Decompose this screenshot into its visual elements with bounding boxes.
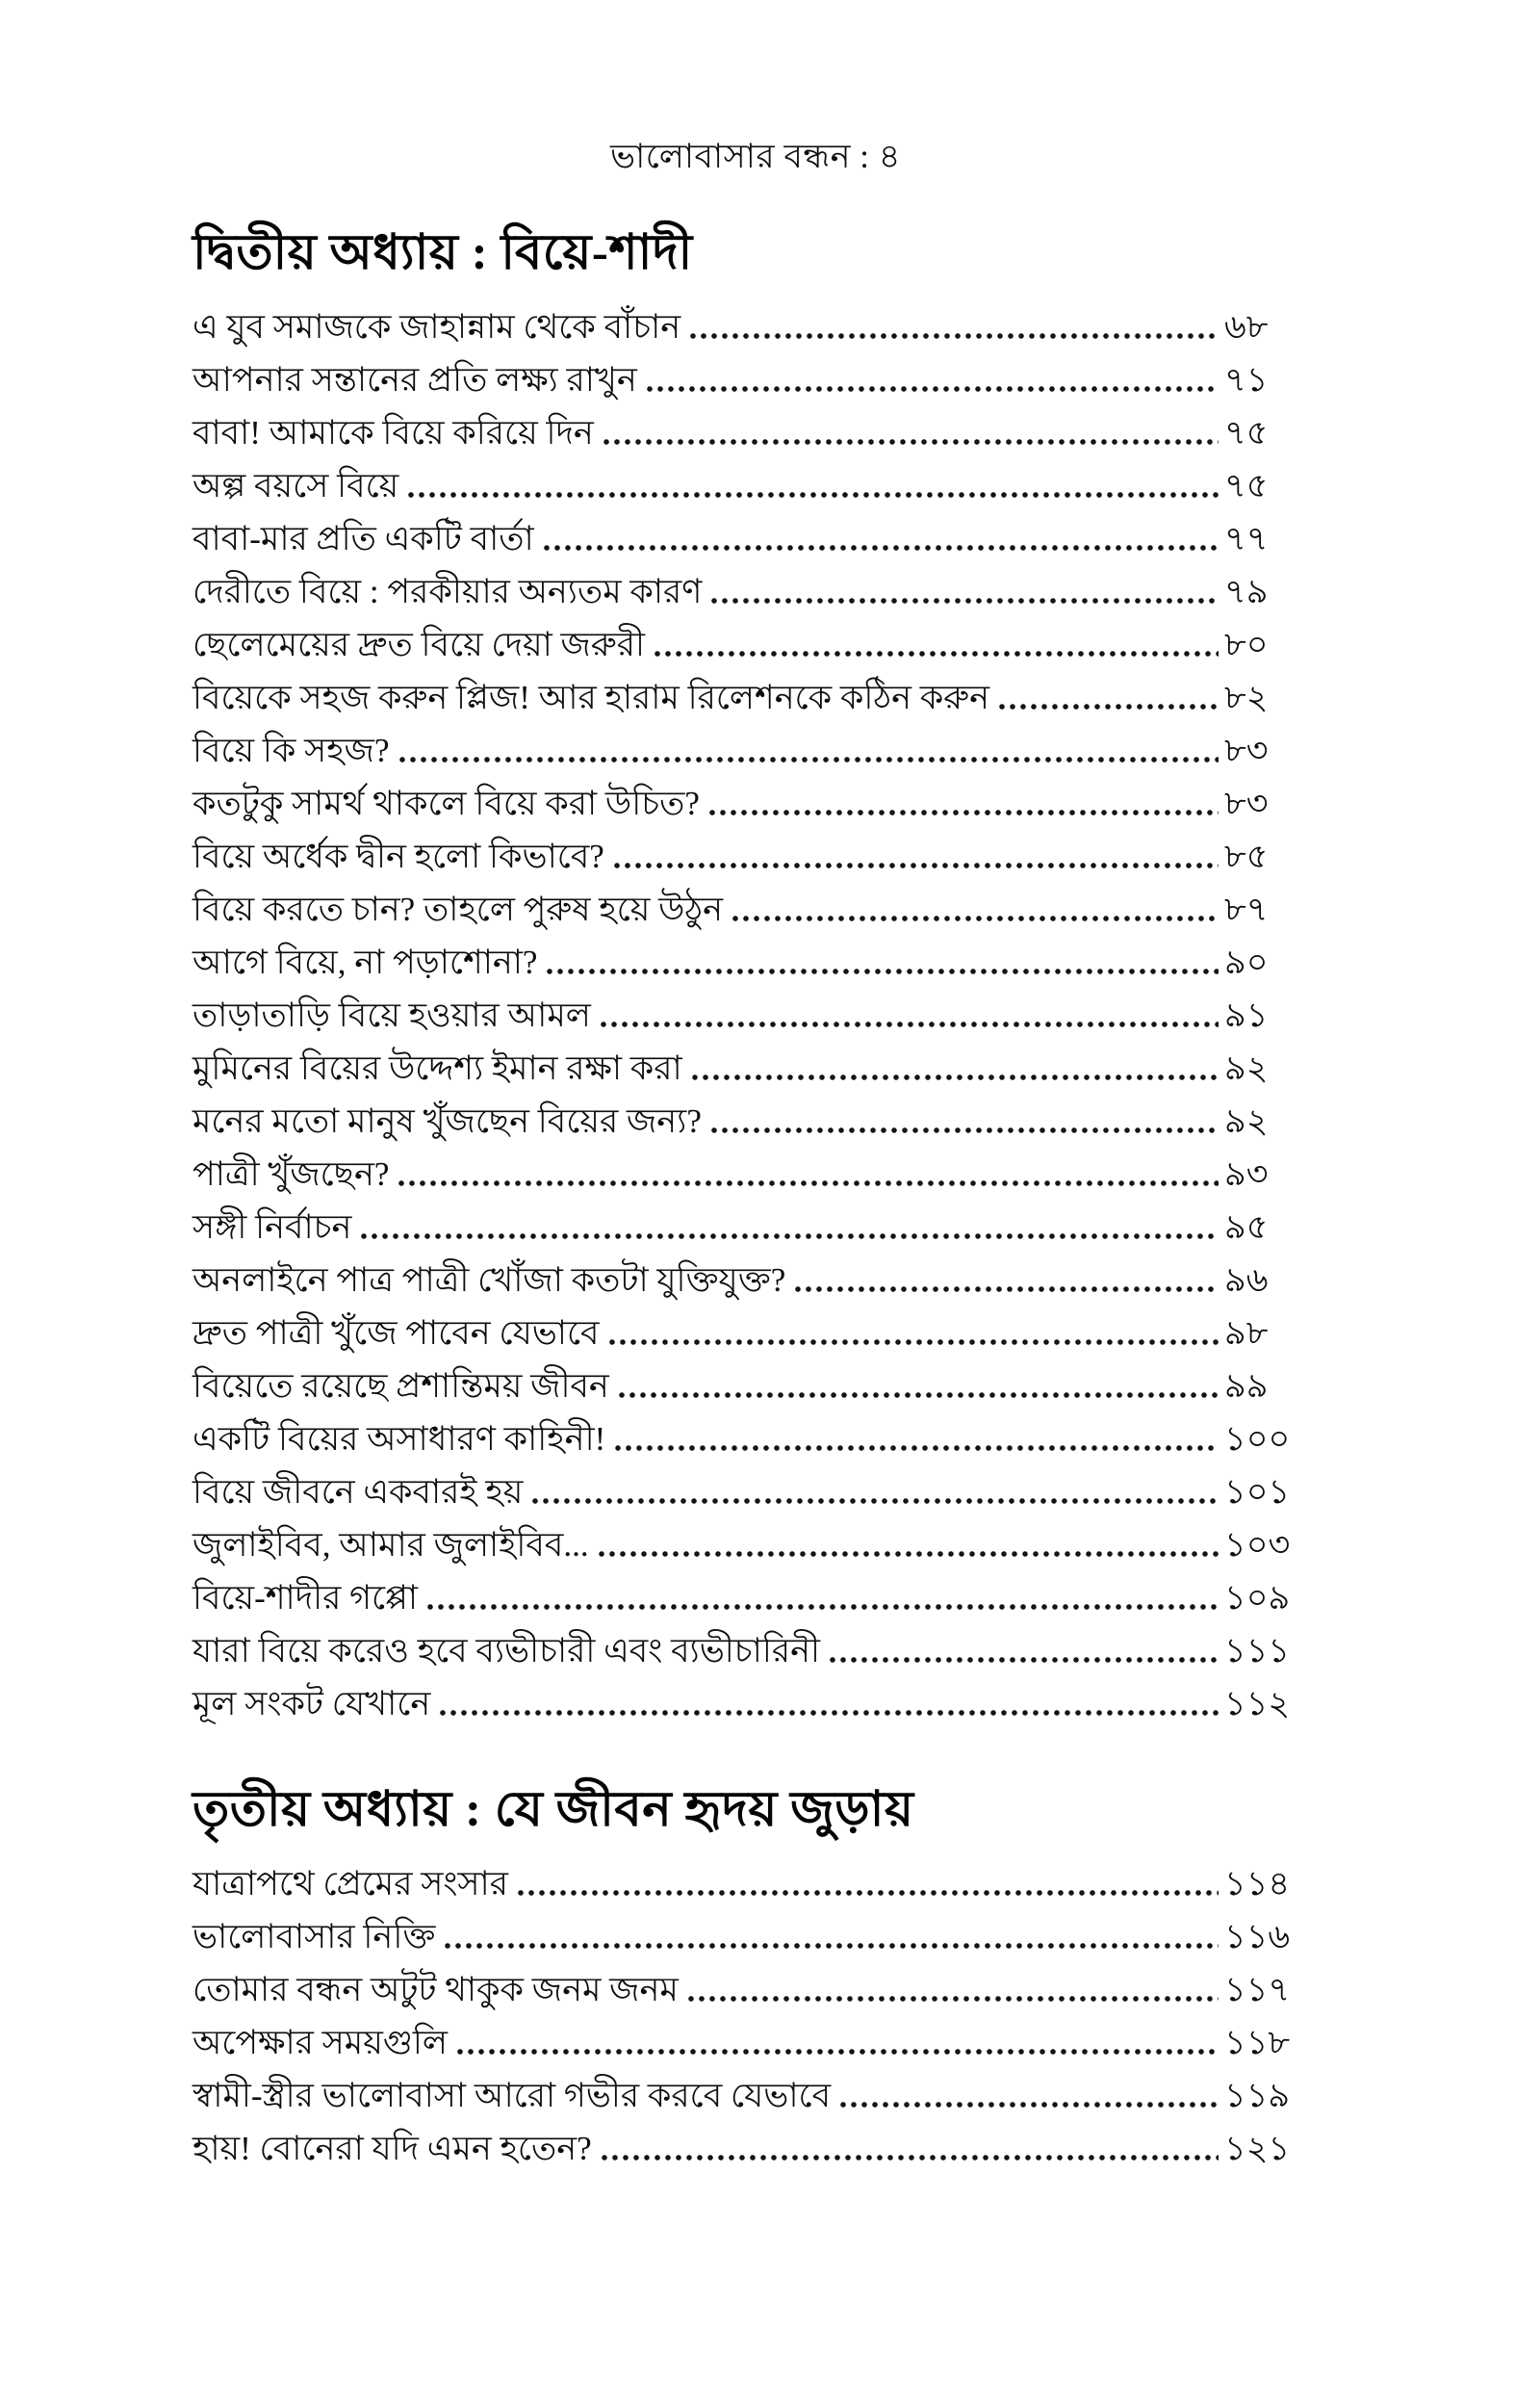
toc-entry xyxy=(192,1620,1299,1673)
leader-dots xyxy=(544,545,1219,551)
entry-title: আগে বিয়ে, না পড়াশোনা? xyxy=(192,944,538,981)
toc-entry xyxy=(192,508,1299,561)
section-entries xyxy=(192,1853,1299,2171)
toc-entry xyxy=(192,879,1299,932)
toc-entry xyxy=(192,932,1299,985)
toc-entry xyxy=(192,1673,1299,1726)
leader-dots xyxy=(440,1710,1219,1716)
toc-entry xyxy=(192,1250,1299,1303)
leader-dots xyxy=(398,1180,1219,1186)
leader-dots xyxy=(457,2049,1219,2055)
leader-dots xyxy=(795,1286,1219,1292)
entry-title: সঙ্গী নির্বাচন xyxy=(192,1208,352,1246)
toc-entry xyxy=(192,614,1299,667)
entry-title: বাবা! আমাকে বিয়ে করিয়ে দিন xyxy=(192,414,594,452)
entry-page: ১১৪ xyxy=(1224,1865,1291,1902)
toc-entry xyxy=(192,1197,1299,1250)
toc-sections xyxy=(192,202,1299,2171)
entry-title: বিয়েকে সহজ করুন প্লিজ! আর হারাম রিলেশনকে কঠিন করুন xyxy=(192,679,989,716)
entry-title: একটি বিয়ের অসাধারণ কাহিনী! xyxy=(192,1420,606,1458)
entry-title: বাবা-মার প্রতি একটি বার্তা xyxy=(192,520,534,557)
leader-dots xyxy=(709,810,1219,815)
entry-title: মূল সংকট যেখানে xyxy=(192,1685,431,1722)
entry-page: ৮৭ xyxy=(1224,891,1269,928)
leader-dots xyxy=(830,1657,1219,1663)
section-heading: তৃতীয় অধ্যায় : যে জীবন হৃদয় জুড়ায় xyxy=(192,1783,914,1837)
entry-title: আপনার সন্তানের প্রতি লক্ষ্য রাখুন xyxy=(192,361,637,399)
entry-page: ৮৩ xyxy=(1224,732,1269,769)
section-entries xyxy=(192,297,1299,1726)
entry-page: ৯৮ xyxy=(1224,1314,1269,1352)
entry-title: বিয়ে করতে চান? তাহলে পুরুষ হয়ে উঠুন xyxy=(192,891,723,928)
entry-page: ১১৮ xyxy=(1224,2024,1291,2061)
entry-title: বিয়ে কি সহজ? xyxy=(192,732,390,769)
entry-title: মনের মতো মানুষ খুঁজছেন বিয়ের জন্য? xyxy=(192,1102,702,1140)
entry-title: অপেক্ষার সময়গুলি xyxy=(192,2024,448,2061)
entry-page: ৭৫ xyxy=(1224,467,1269,505)
entry-page: ৭৯ xyxy=(1224,573,1269,610)
entry-title: বিয়ে অর্ধেক দ্বীন হলো কিভাবে? xyxy=(192,838,604,875)
entry-title: বিয়ে জীবনে একবারই হয় xyxy=(192,1473,524,1511)
toc-entry xyxy=(192,1303,1299,1356)
entry-title: হায়! বোনেরা যদি এমন হতেন? xyxy=(192,2130,592,2167)
leader-dots xyxy=(654,651,1219,657)
leader-dots xyxy=(602,2155,1219,2161)
toc-entry xyxy=(192,1356,1299,1409)
running-head: ভালোবাসার বন্ধন : ৪ xyxy=(610,138,901,175)
leader-dots xyxy=(427,1604,1219,1610)
leader-dots xyxy=(599,1551,1219,1557)
toc-entry xyxy=(192,1409,1299,1462)
leader-dots xyxy=(601,1022,1219,1027)
entry-page: ১২১ xyxy=(1224,2130,1291,2167)
toc-section xyxy=(192,223,1299,1726)
leader-dots xyxy=(445,1943,1219,1949)
leader-dots xyxy=(615,1445,1219,1451)
toc-entry xyxy=(192,1038,1299,1091)
entry-title: যারা বিয়ে করেও হবে ব্যভীচারী এবং ব্যভীচারিনী xyxy=(192,1632,821,1669)
toc-entry xyxy=(192,561,1299,614)
entry-title: বিয়েতে রয়েছে প্রশান্তিময় জীবন xyxy=(192,1367,609,1405)
entry-title: ছেলেমেয়ের দ্রুত বিয়ে দেয়া জরুরী xyxy=(192,626,645,663)
entry-page: ৮৫ xyxy=(1224,838,1269,875)
entry-page: ৮০ xyxy=(1224,626,1269,663)
toc-entry xyxy=(192,985,1299,1038)
entry-page: ৭১ xyxy=(1224,361,1269,399)
leader-dots xyxy=(732,916,1219,921)
toc-entry xyxy=(192,1906,1299,1959)
entry-page: ৭৭ xyxy=(1224,520,1269,557)
leader-dots xyxy=(614,863,1219,868)
entry-title: এ যুব সমাজকে জাহান্নাম থেকে বাঁচান xyxy=(192,308,681,346)
entry-page: ৯৫ xyxy=(1224,1208,1269,1246)
entry-page: ১০০ xyxy=(1224,1420,1291,1458)
entry-title: যাত্রাপথে প্রেমের সংসার xyxy=(192,1865,508,1902)
leader-dots xyxy=(647,386,1219,392)
toc-entry xyxy=(192,349,1299,402)
entry-page: ১০৩ xyxy=(1224,1526,1291,1564)
entry-title: পাত্রী খুঁজছেন? xyxy=(192,1155,390,1193)
entry-title: স্বামী-স্ত্রীর ভালোবাসা আরো গভীর করবে যেভাবে xyxy=(192,2077,832,2114)
leader-dots xyxy=(518,1890,1219,1896)
entry-page: ১১৯ xyxy=(1224,2077,1291,2114)
toc-entry xyxy=(192,297,1299,349)
entry-page: ৯২ xyxy=(1224,1049,1269,1087)
entry-page: ৭৫ xyxy=(1224,414,1269,452)
entry-page: ৬৮ xyxy=(1224,308,1269,346)
toc-entry xyxy=(192,1514,1299,1567)
entry-page: ৯১ xyxy=(1224,996,1269,1034)
entry-page: ১১৬ xyxy=(1224,1918,1291,1955)
leader-dots xyxy=(619,1392,1219,1398)
entry-title: তোমার বন্ধন অটুট থাকুক জনম জনম xyxy=(192,1971,679,2008)
entry-title: মুমিনের বিয়ের উদ্দেশ্য ইমান রক্ষা করা xyxy=(192,1049,682,1087)
entry-page: ১০৯ xyxy=(1224,1579,1291,1617)
toc-entry xyxy=(192,826,1299,879)
toc-entry xyxy=(192,2065,1299,2118)
toc-entry xyxy=(192,1567,1299,1620)
entry-title: বিয়ে-শাদীর গপ্পো xyxy=(192,1579,419,1617)
leader-dots xyxy=(690,333,1219,339)
leader-dots xyxy=(603,439,1219,445)
entry-title: ভালোবাসার নিক্তি xyxy=(192,1918,436,1955)
entry-title: দেরীতে বিয়ে : পরকীয়ার অন্যতম কারণ xyxy=(192,573,703,610)
leader-dots xyxy=(688,1996,1219,2002)
entry-page: ১১৭ xyxy=(1224,1971,1291,2008)
entry-title: কতটুকু সামর্থ থাকলে বিয়ে করা উচিত? xyxy=(192,785,700,822)
toc-entry xyxy=(192,1144,1299,1197)
entry-page: ৯৩ xyxy=(1224,1155,1269,1193)
toc-entry xyxy=(192,720,1299,773)
leader-dots xyxy=(999,704,1219,710)
toc-entry xyxy=(192,2118,1299,2171)
entry-page: ১০১ xyxy=(1224,1473,1291,1511)
toc-entry xyxy=(192,1462,1299,1514)
entry-title: জুলাইবিব, আমার জুলাইবিব... xyxy=(192,1526,589,1564)
toc-entry xyxy=(192,1091,1299,1144)
entry-page: ১১১ xyxy=(1224,1632,1291,1669)
section-heading: দ্বিতীয় অধ্যায় : বিয়ে-শাদী xyxy=(192,226,693,280)
toc-entry xyxy=(192,667,1299,720)
leader-dots xyxy=(711,1127,1219,1133)
entry-page: ৯০ xyxy=(1224,944,1269,981)
entry-page: ৯৯ xyxy=(1224,1367,1269,1405)
toc-entry xyxy=(192,1959,1299,2012)
toc-entry xyxy=(192,1853,1299,1906)
leader-dots xyxy=(711,598,1219,604)
entry-page: ৯৬ xyxy=(1224,1261,1269,1299)
entry-page: ৯২ xyxy=(1224,1102,1269,1140)
entry-title: অনলাইনে পাত্র পাত্রী খোঁজা কতটা যুক্তিযুক্ত? xyxy=(192,1261,786,1299)
leader-dots xyxy=(361,1233,1219,1239)
toc-entry xyxy=(192,2012,1299,2065)
toc-entry xyxy=(192,402,1299,455)
toc-entry xyxy=(192,455,1299,508)
entry-page: ৮২ xyxy=(1224,679,1269,716)
entry-page: ১১২ xyxy=(1224,1685,1291,1722)
entry-title: অল্প বয়সে বিয়ে xyxy=(192,467,399,505)
leader-dots xyxy=(547,969,1219,974)
entry-page: ৮৩ xyxy=(1224,785,1269,822)
entry-title: তাড়াতাড়ি বিয়ে হওয়ার আমল xyxy=(192,996,591,1034)
entry-title: দ্রুত পাত্রী খুঁজে পাবেন যেভাবে xyxy=(192,1314,600,1352)
leader-dots xyxy=(408,492,1219,498)
toc-entry xyxy=(192,773,1299,826)
leader-dots xyxy=(840,2102,1219,2108)
leader-dots xyxy=(692,1074,1219,1080)
leader-dots xyxy=(399,757,1219,763)
leader-dots xyxy=(532,1498,1219,1504)
leader-dots xyxy=(609,1339,1219,1345)
toc-section xyxy=(192,1780,1299,2171)
